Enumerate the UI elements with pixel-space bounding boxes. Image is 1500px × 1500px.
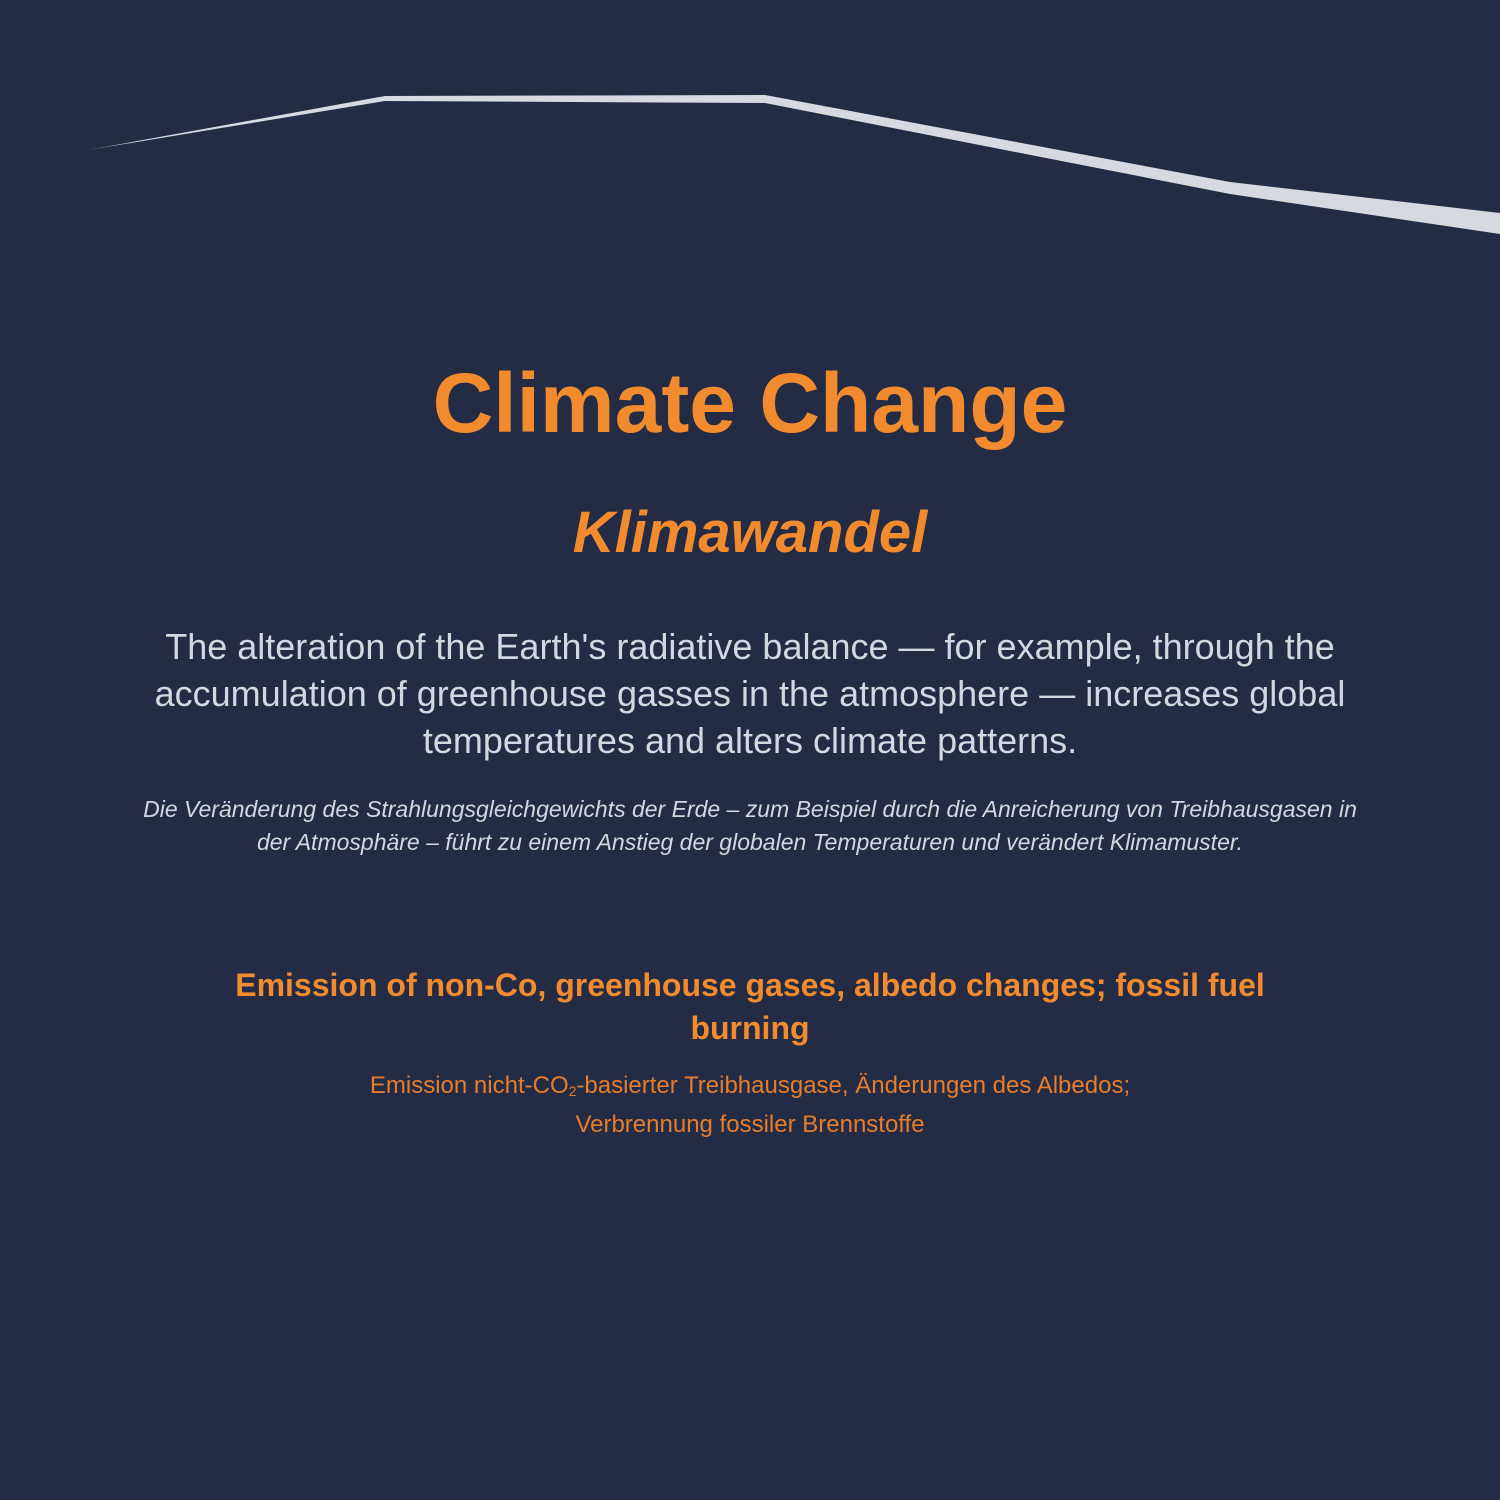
description-english: The alteration of the Earth's radiative balance — for example, through the accumulation of greenhouse gasses in the atmosphere — increases global temperatures and alters climate patterns. xyxy=(154,626,1346,761)
causes-german-part1: Emission nicht-CO xyxy=(369,1072,569,1099)
decorative-line-shape xyxy=(88,95,1500,234)
description-german: Die Veränderung des Strahlungsgleichgewichts der Erde – zum Beispiel durch die Anreicherung von Treibhausgasen in der Atmosphäre – führt zu einem Anstieg der globalen Temperaturen und verändert Klimamuster. xyxy=(143,796,1357,855)
page-title: Climate Change xyxy=(432,356,1068,450)
causes-english: Emission of non-Co, greenhouse gases, albedo changes; fossil fuel burning xyxy=(235,967,1265,1046)
page-subtitle: Klimawandel xyxy=(572,500,928,565)
causes-german-subscript: 2 xyxy=(568,1083,577,1099)
causes-german-part2: -basierter Treibhausgase, Änderungen des Albedos; Verbrennung fossiler Brennstoffe xyxy=(575,1072,1131,1138)
causes-german xyxy=(350,1069,1150,1141)
decorative-line xyxy=(0,0,1500,260)
